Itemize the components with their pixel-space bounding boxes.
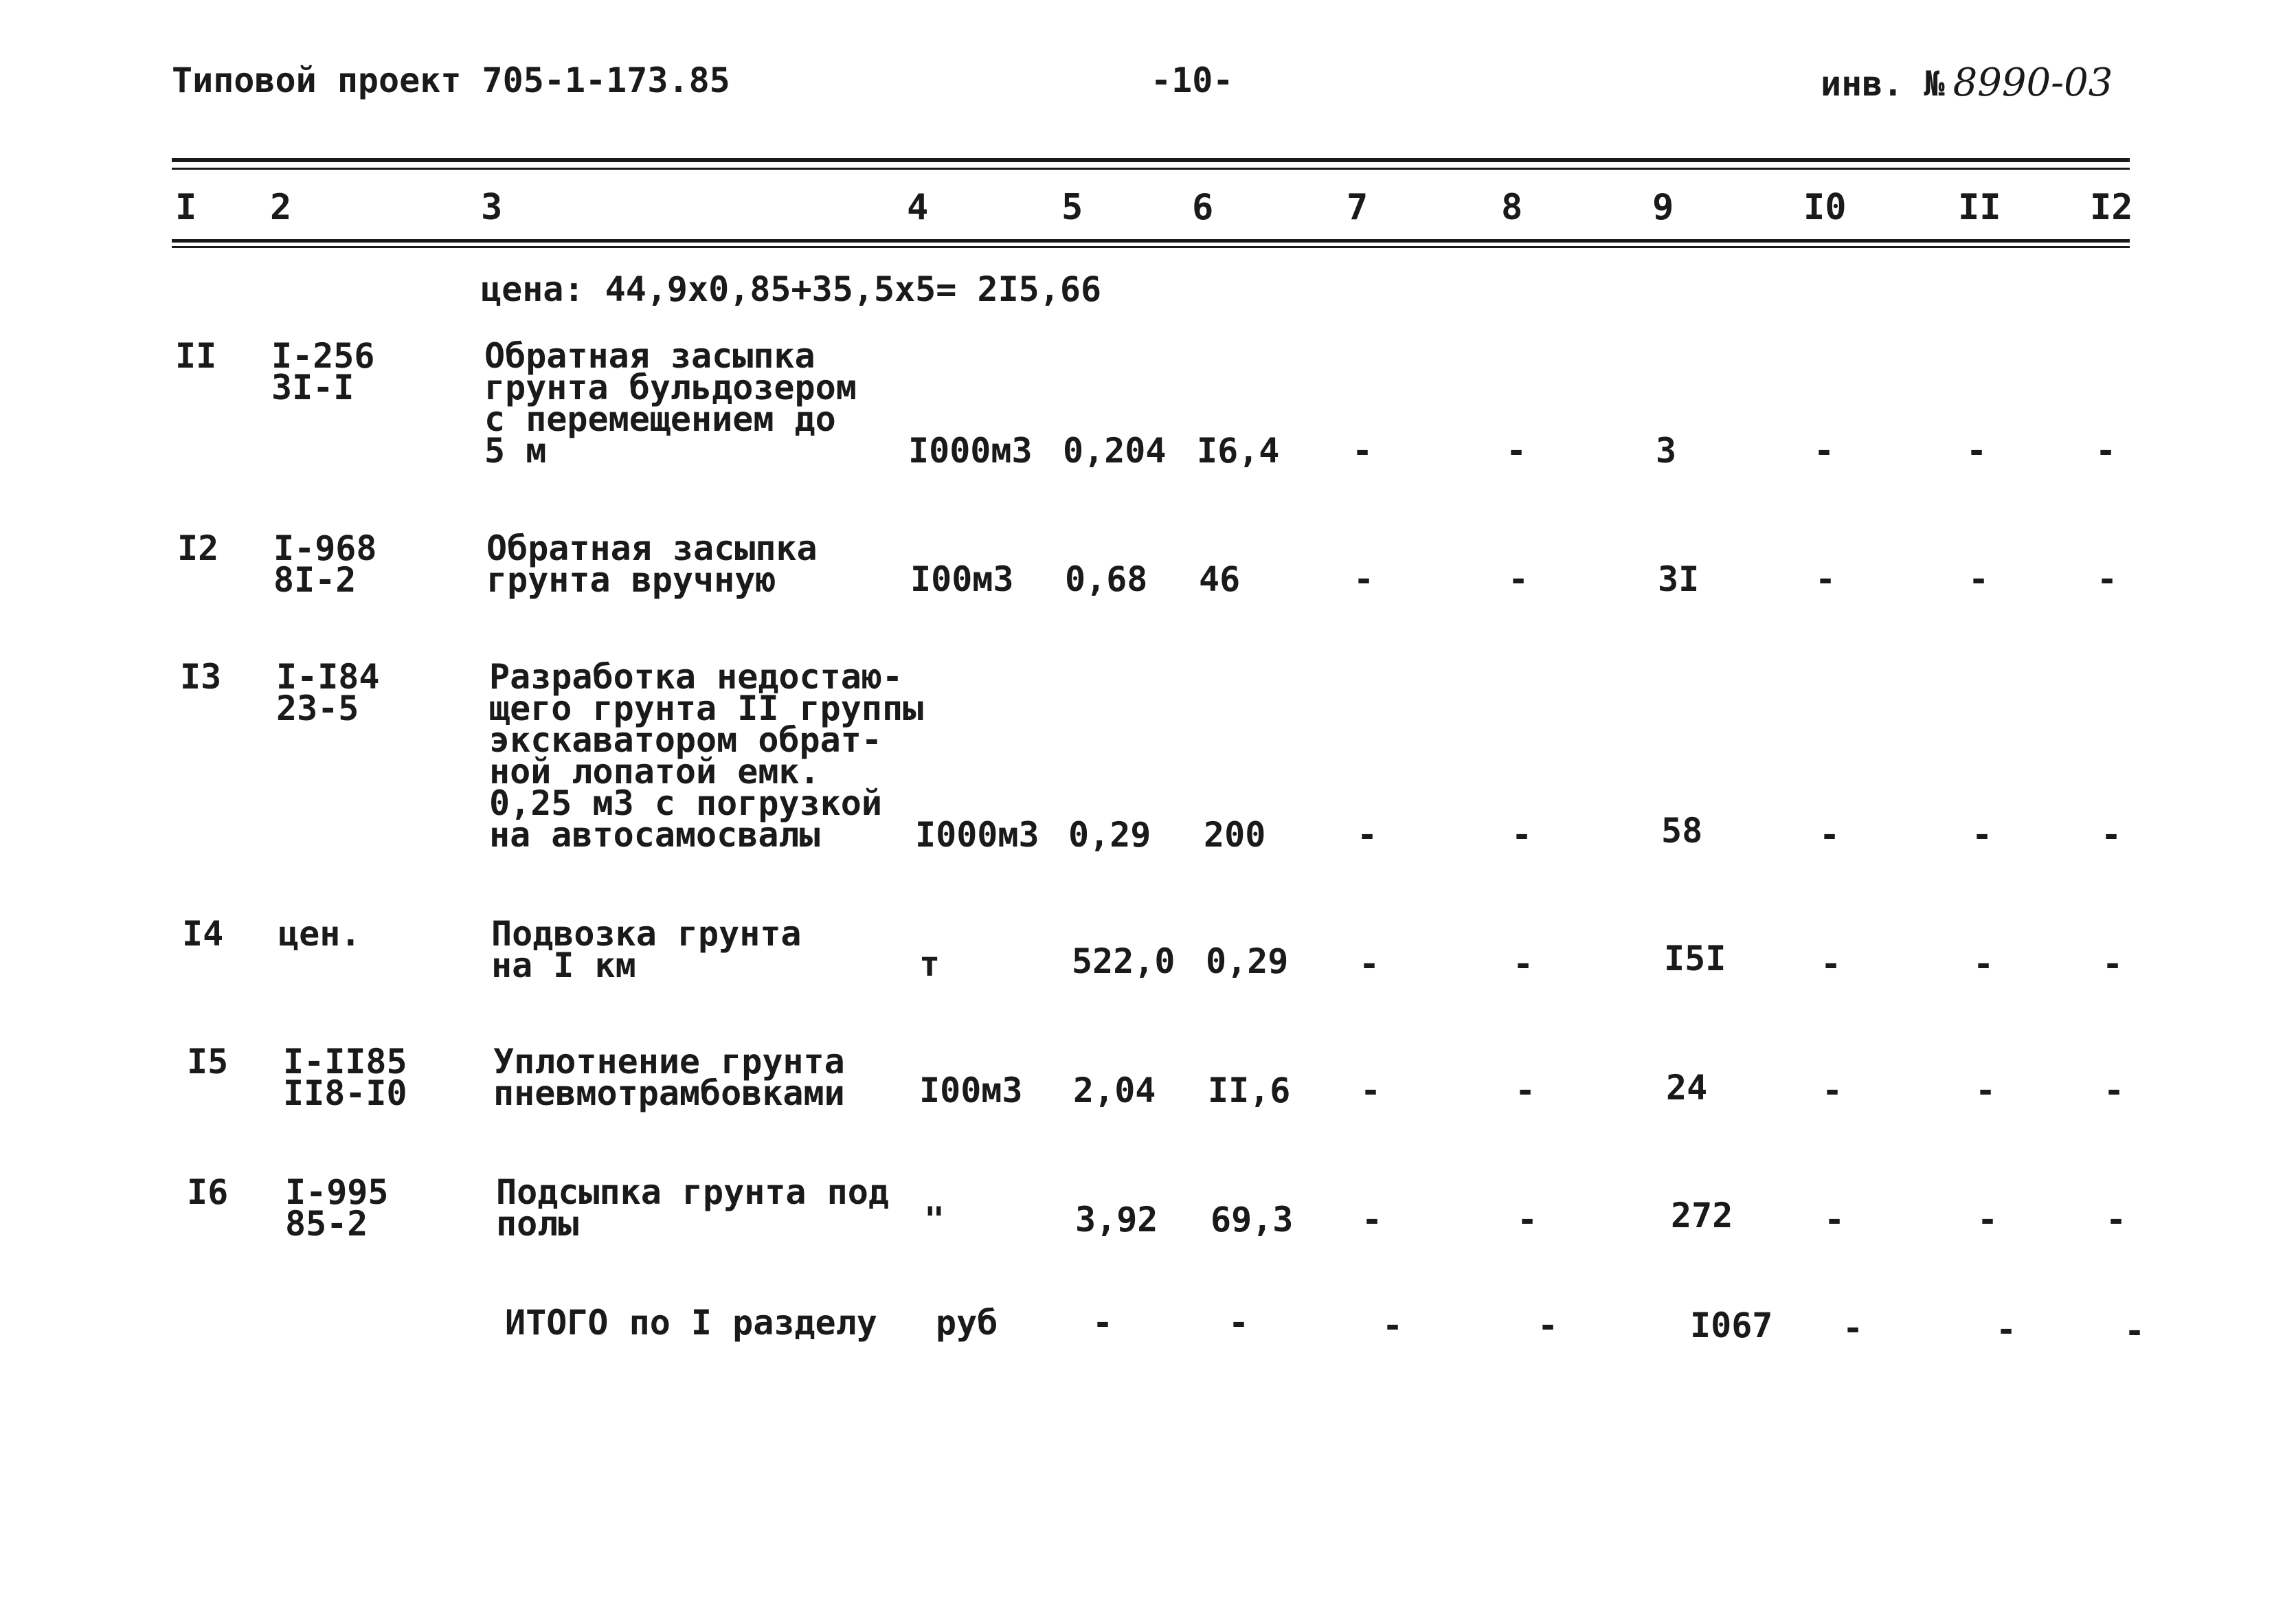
total-unit: руб	[936, 1303, 998, 1343]
norm-code: I-II85 II8-I0	[283, 1042, 407, 1113]
header-rule-top-thin	[172, 168, 2130, 170]
page-number: -10-	[1151, 60, 1234, 100]
value-col12: -	[2102, 944, 2124, 984]
work-description: Обратная засыпка грунта бульдозером с перемещением до 5 м	[484, 336, 857, 471]
work-description: Подвозка грунта на I км	[491, 914, 802, 985]
column-number: 5	[1061, 187, 1083, 228]
column-number: I	[175, 187, 197, 228]
column-number: 7	[1347, 187, 1369, 228]
header-rule-top	[172, 158, 2130, 162]
quantity: 0,68	[1065, 559, 1148, 599]
value-col12: -	[2097, 559, 2118, 599]
column-number: 6	[1192, 187, 1214, 228]
value-col7: -	[1353, 559, 1375, 599]
column-number: II	[1958, 187, 2001, 228]
value-col9: 3I	[1658, 559, 1700, 599]
column-number: I2	[2090, 187, 2133, 228]
norm-code: I-I84 23-5	[276, 657, 380, 728]
value-col8: -	[1511, 815, 1533, 855]
column-number: I0	[1803, 187, 1847, 228]
norm-code: цен.	[278, 914, 361, 954]
work-description: Подсыпка грунта под полы	[496, 1172, 889, 1244]
quantity: 522,0	[1072, 941, 1175, 981]
row-number: I6	[187, 1172, 229, 1212]
work-description: Уплотнение грунта пневмотрамбовками	[493, 1042, 845, 1113]
row-number: I2	[177, 528, 219, 568]
value-col11: -	[1977, 1200, 1999, 1240]
value-col9: I5I	[1664, 939, 1726, 978]
value-col10: -	[1814, 431, 1835, 471]
value-col12: -	[2104, 1071, 2125, 1110]
value-col6: 69,3	[1211, 1200, 1294, 1240]
value-col10: -	[1822, 1071, 1843, 1110]
value-col7: -	[1359, 944, 1380, 984]
value-col9: 24	[1666, 1068, 1708, 1108]
value-col6: 46	[1199, 559, 1241, 599]
inventory-handwritten: 8990-03	[1952, 60, 2113, 105]
price-note: цена: 44,9х0,85+35,5х5= 2I5,66	[481, 269, 1102, 309]
value-col11: -	[1975, 1071, 1996, 1110]
row-number: II	[175, 336, 217, 376]
total-col8: -	[1538, 1306, 1559, 1345]
value-col10: -	[1819, 815, 1841, 855]
column-rule	[172, 239, 2130, 243]
value-col9: 58	[1661, 811, 1703, 851]
unit: I00м3	[919, 1071, 1023, 1110]
unit: I00м3	[910, 559, 1014, 599]
column-number: 3	[481, 187, 503, 228]
row-number: I4	[182, 914, 224, 954]
total-label: ИТОГО по I разделу	[505, 1303, 877, 1343]
row-number: I3	[180, 657, 222, 697]
value-col6: II,6	[1208, 1071, 1291, 1110]
unit: т	[919, 944, 941, 984]
norm-code: I-968 8I-2	[273, 528, 377, 600]
value-col9: 272	[1671, 1196, 1733, 1235]
value-col10: -	[1824, 1200, 1845, 1240]
quantity: 3,92	[1075, 1200, 1158, 1240]
value-col9: 3	[1656, 431, 1677, 471]
total-col9: I067	[1690, 1306, 1773, 1345]
quantity: 0,29	[1068, 815, 1151, 855]
value-col8: -	[1508, 559, 1529, 599]
total-col5: -	[1092, 1303, 1114, 1343]
value-col7: -	[1357, 815, 1378, 855]
value-col11: -	[1973, 944, 1994, 984]
value-col6: I6,4	[1197, 431, 1280, 471]
unit: I000м3	[908, 431, 1033, 471]
value-col8: -	[1513, 944, 1534, 984]
quantity: 2,04	[1073, 1071, 1156, 1110]
work-description: Разработка недостаю- щего грунта II группы экскаватором обрат- ной лопатой емк. 0,25 м3 с погрузкой на автосамосвалы	[489, 657, 924, 855]
value-col6: 200	[1204, 815, 1266, 855]
value-col11: -	[1972, 815, 1993, 855]
value-col7: -	[1352, 431, 1373, 471]
total-col7: -	[1382, 1306, 1404, 1345]
value-col12: -	[2106, 1200, 2127, 1240]
column-rule-thin	[172, 246, 2130, 248]
value-col10: -	[1821, 944, 1842, 984]
value-col12: -	[2101, 815, 2122, 855]
project-title: Типовой проект 705-1-173.85	[172, 60, 730, 100]
inventory-label: инв. №	[1821, 64, 1945, 104]
value-col6: 0,29	[1206, 941, 1289, 981]
norm-code: I-995 85-2	[285, 1172, 389, 1244]
value-col7: -	[1360, 1071, 1382, 1110]
unit: "	[924, 1200, 945, 1240]
total-col11: -	[1996, 1310, 2017, 1350]
unit: I000м3	[915, 815, 1039, 855]
column-number: 2	[270, 187, 292, 228]
value-col7: -	[1362, 1200, 1383, 1240]
total-col12: -	[2124, 1311, 2146, 1351]
value-col11: -	[1968, 559, 1990, 599]
value-col8: -	[1515, 1071, 1536, 1110]
value-col8: -	[1517, 1200, 1538, 1240]
quantity: 0,204	[1063, 431, 1167, 471]
total-col10: -	[1843, 1308, 1864, 1348]
value-col10: -	[1815, 559, 1836, 599]
column-number: 4	[907, 187, 929, 228]
value-col12: -	[2095, 431, 2117, 471]
column-number: 8	[1501, 187, 1523, 228]
inventory-number	[1821, 60, 2113, 105]
value-col11: -	[1966, 431, 1988, 471]
row-number: I5	[187, 1042, 229, 1082]
total-col6: -	[1228, 1303, 1250, 1343]
norm-code: I-256 3I-I	[271, 336, 375, 407]
column-number: 9	[1652, 187, 1674, 228]
value-col8: -	[1506, 431, 1527, 471]
work-description: Обратная засыпка грунта вручную	[486, 528, 818, 600]
